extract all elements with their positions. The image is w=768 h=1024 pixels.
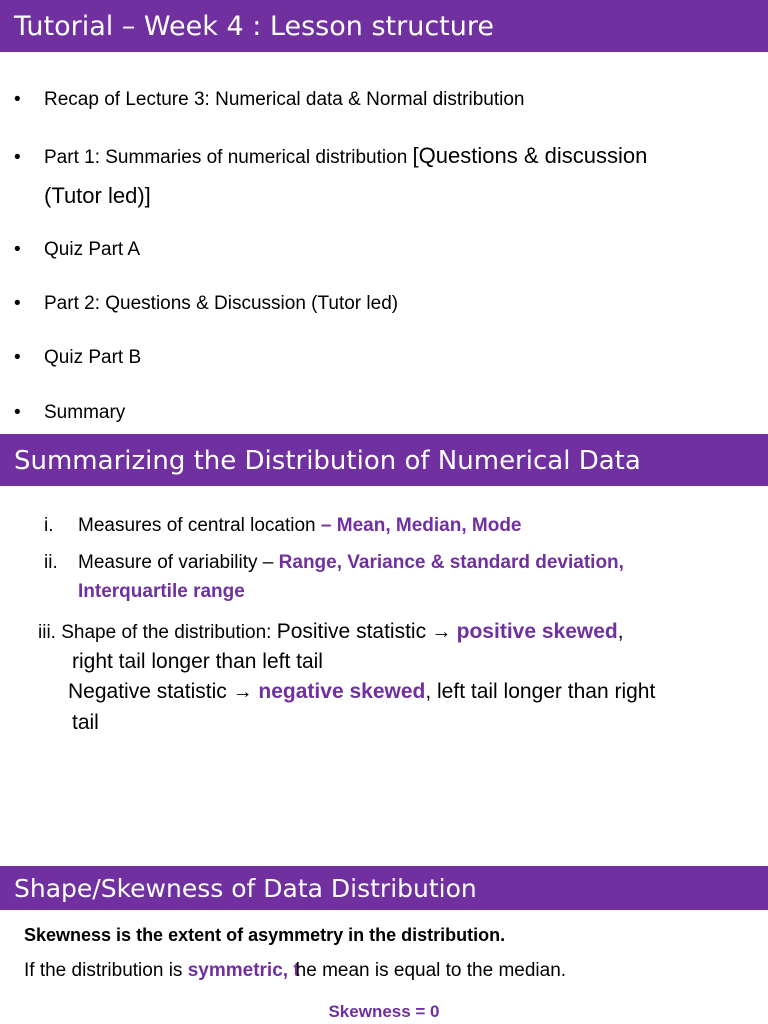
item-iii-line1: iii. Shape of the distribution: Positive statistic → positive skewed, bbox=[38, 620, 624, 643]
item-ii-text: Measure of variability – Range, Variance & standard deviation, bbox=[78, 552, 624, 573]
arrow-icon: → bbox=[431, 621, 452, 643]
item-iii-line4: tail bbox=[72, 711, 99, 734]
slide2-title: Summarizing the Distribution of Numerical Data bbox=[14, 446, 641, 476]
negative-skewed-label: negative skewed bbox=[258, 680, 426, 703]
list-item-large-text: [Questions & discussion bbox=[412, 143, 648, 168]
symmetric-sentence: If the distribution is symmetric, the mean is equal to the median. bbox=[24, 960, 567, 981]
item-iii-line3: Negative statistic → negative skewed, left tail longer than right bbox=[68, 680, 656, 703]
item-ii-highlight-cont: Interquartile range bbox=[78, 581, 245, 602]
bullet: • bbox=[14, 89, 21, 110]
item-i-text: Measures of central location – Mean, Median, Mode bbox=[78, 515, 522, 536]
slide2-title-bar bbox=[0, 434, 768, 486]
list-item: • Recap of Lecture 3: Numerical data & Normal distribution bbox=[14, 89, 525, 110]
slide3-title-bar bbox=[0, 866, 768, 910]
slide1-title-bar bbox=[0, 0, 768, 52]
item-i-number: i. bbox=[44, 515, 54, 536]
skewness-definition: Skewness is the extent of asymmetry in the distribution. bbox=[24, 925, 506, 945]
bullet: • bbox=[14, 402, 21, 423]
arrow-icon: → bbox=[232, 681, 253, 703]
skewness-zero: Skewness = 0 bbox=[328, 1002, 440, 1021]
list-item-continuation: (Tutor led)] bbox=[44, 183, 151, 208]
positive-skewed-label: positive skewed bbox=[456, 620, 618, 643]
item-ii-highlight: Range, Variance & standard deviation, bbox=[278, 552, 624, 573]
list-item: • Quiz Part B bbox=[14, 347, 142, 368]
bullet: • bbox=[14, 147, 21, 168]
bullet: • bbox=[14, 293, 21, 314]
bullet: • bbox=[14, 239, 21, 260]
item-i-highlight: – Mean, Median, Mode bbox=[320, 515, 522, 536]
list-item: • Part 1: Summaries of numerical distribution [Questions & discussion bbox=[14, 143, 648, 168]
list-item: • Summary bbox=[14, 402, 126, 423]
item-ii-number: ii. bbox=[44, 552, 58, 573]
list-item: • Quiz Part A bbox=[14, 239, 141, 260]
bullet: • bbox=[14, 347, 21, 368]
list-item: • Part 2: Questions & Discussion (Tutor led) bbox=[14, 293, 399, 314]
slide1-title: Tutorial – Week 4 : Lesson structure bbox=[14, 11, 494, 42]
symmetric-highlight: symmetric, t bbox=[187, 960, 300, 981]
slide3-title: Shape/Skewness of Data Distribution bbox=[14, 874, 477, 903]
item-iii-line2: right tail longer than left tail bbox=[72, 650, 323, 673]
